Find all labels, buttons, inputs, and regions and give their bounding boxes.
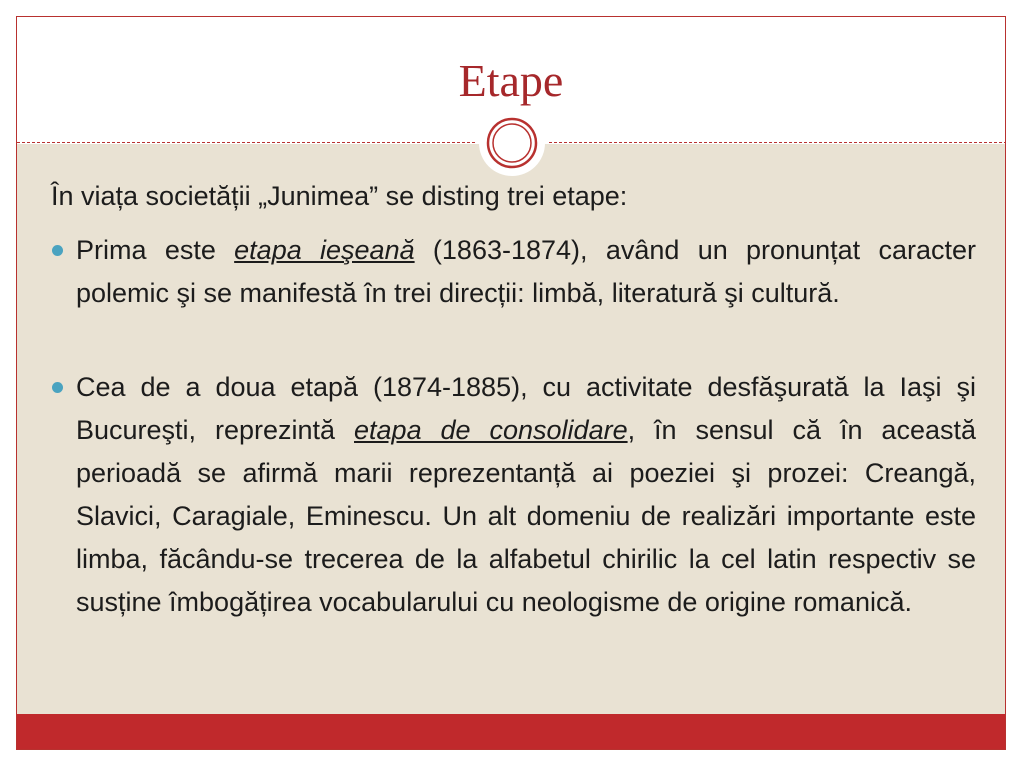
bullet-dot-icon: [52, 245, 63, 256]
title-divider-left: [17, 142, 475, 143]
slide: [16, 16, 1006, 750]
double-circle-icon: [477, 108, 547, 178]
bottom-accent-bar: [17, 714, 1005, 749]
bullet-emphasis: etapa ieşeană: [234, 235, 415, 265]
bullet-text-before: Prima este: [76, 235, 235, 265]
bullet-text-after: (1863-1874), având un pronunțat caracter polemic şi se manifestă în trei direcții: limbă, literatură şi cultură.: [76, 235, 976, 308]
bullet-dot-icon: [52, 382, 63, 393]
slide-title: Etape: [458, 55, 564, 106]
bullet-emphasis: etapa de consolidare: [354, 415, 628, 445]
intro-text: În viața societății „Junimea” se disting trei etape:: [51, 181, 628, 211]
bullet-text-before: Cea de a doua etapă (1874-1885), cu activitate desfăşurată la Iaşi şi Bucureşti, reprezintă: [76, 372, 976, 445]
bullet-item-second-stage: [76, 366, 976, 624]
bullet-item-first-stage: [76, 229, 976, 315]
bullet-text-after: , în sensul că în această perioadă se afirmă marii reprezentanță ai poeziei şi prozei: Creangă, Slavici, Caragiale, Eminescu. Un alt domeniu de realizări importante este limba, făcându-se trecerea de la alfabetul chirilic la cel latin respectiv se susține îmbogățirea vocabularului cu neologisme de origine romanică.: [76, 415, 976, 617]
title-divider-right: [549, 142, 1006, 143]
